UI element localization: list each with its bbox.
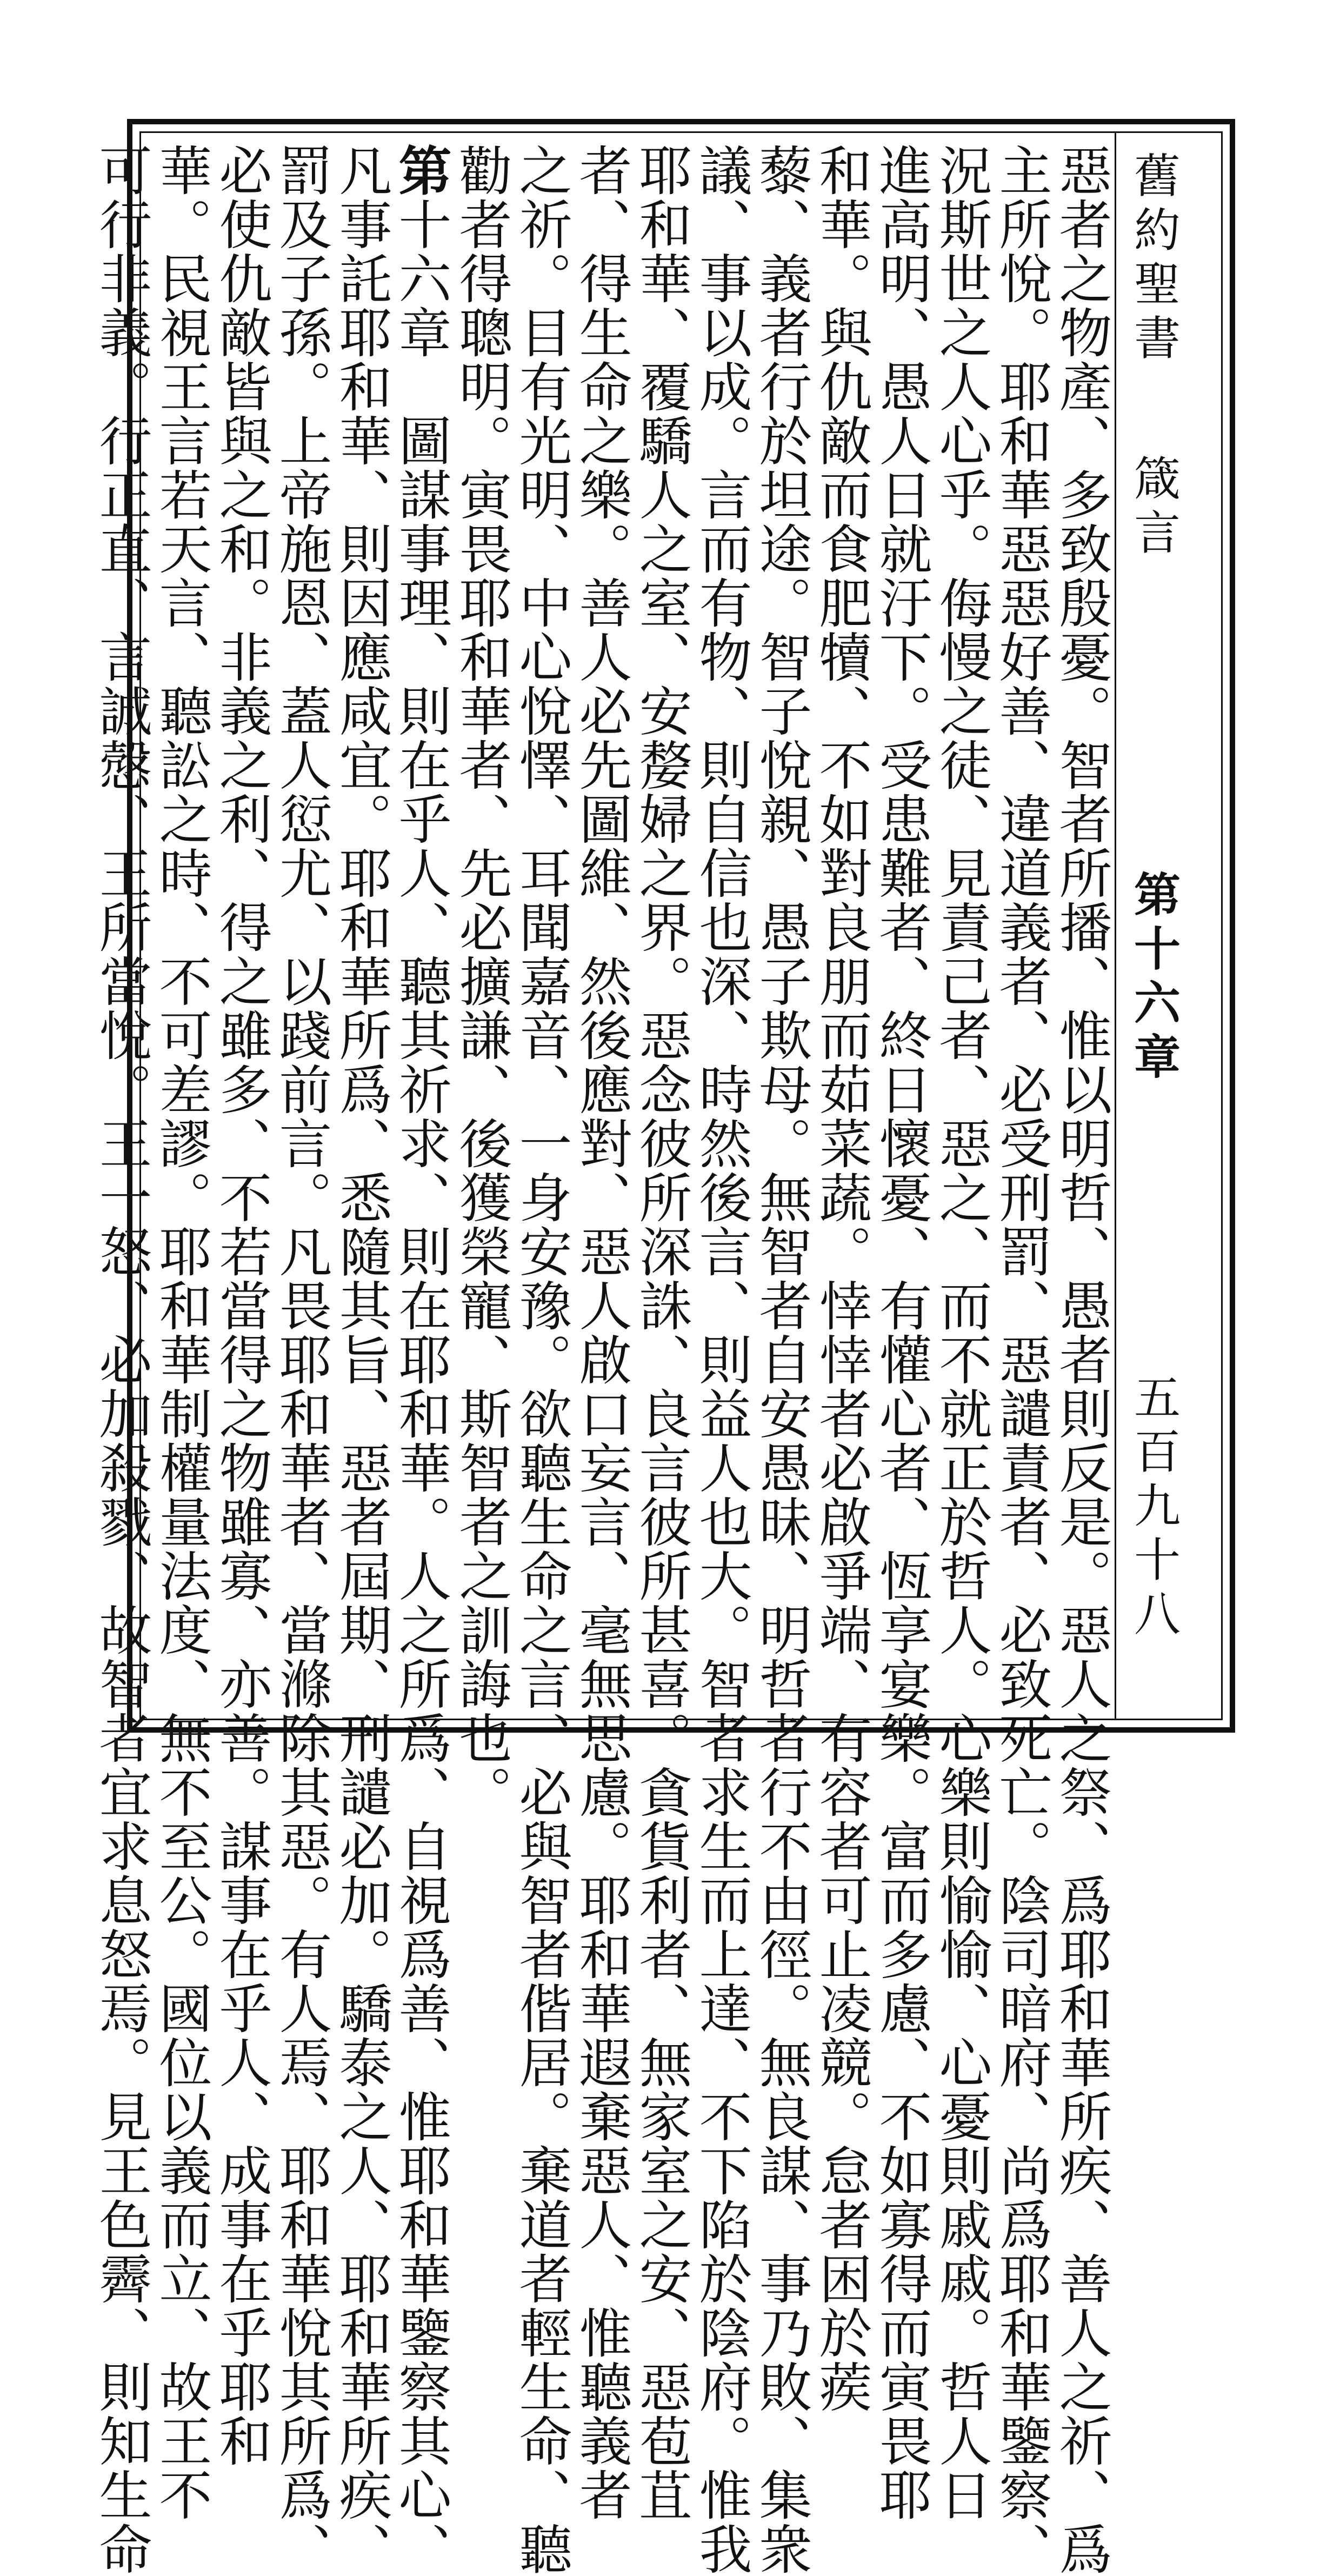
text-columns — [90, 143, 1112, 2576]
text-column-6: 藜、義者行於坦途。智子悅親、愚子欺母。無智者自安愚昧、明哲者行不由徑。無良謀、事乃敗、集衆 — [750, 143, 812, 2576]
header-divider-line — [1115, 133, 1116, 1719]
text-column-15: 必使仇敵皆與之和。非義之利、得之雖多、不若當得之物雖寡、亦善。謀事在乎人、成事在乎耶和 — [210, 143, 272, 2468]
text-column-13: 凡事託耶和華、則因應咸宜。耶和華所爲、悉隨其旨、惡者屆期、刑譴必加。驕泰之人、耶和華所疾、 — [330, 143, 392, 2576]
text-column-17: 可行非義。行正直、言誠慤、王所當悅。王一怒、必加殺戮、故智者宜求息怒焉。見王色霽、則知生命 — [90, 143, 152, 2576]
text-column-8: 耶和華、覆驕人之室、安嫠婦之界。惡念彼所深誅、良言彼所甚喜。貪貨利者、無家室之安、惡苞苴 — [630, 143, 692, 2522]
text-column-9: 者、得生命之樂。善人必先圖維、然後應對、惡人啟口妄言、毫無思慮。耶和華遐棄惡人、惟聽義者 — [570, 143, 632, 2522]
chapter-title: 第十六章 — [1126, 870, 1181, 1087]
text-column-4: 進高明、愚人日就汙下。受患難者、終日懷憂、有懽心者、恆享宴樂。富而多慮、不如寡得而寅畏耶 — [870, 143, 932, 2522]
section-title: 箴言 — [1126, 454, 1180, 562]
text-column-14: 罰及子孫。上帝施恩、蓋人愆尤、以踐前言。凡畏耶和華者、當滌除其惡。有人焉、耶和華悅其所爲、 — [270, 143, 332, 2576]
text-column-1: 惡者之物產、多致殷憂。智者所播、惟以明哲、愚者則反是。惡人之祭、爲耶和華所疾、善人之祈、爲 — [1050, 143, 1112, 2576]
text-column-5: 和華。與仇敵而食肥犢、不如對良朋而茹菜蔬。悻悻者必啟爭端、有容者可止凌競。怠者困於蒺 — [810, 143, 872, 2414]
text-column-11: 勸者得聰明。寅畏耶和華者、先必擴謙、後獲榮寵、斯智者之訓誨也。 — [450, 143, 512, 1819]
book-title: 舊約聖書 — [1126, 151, 1180, 368]
text-column-12: 第十六章 圖謀事理、則在乎人、聽其祈求、則在耶和華。人之所爲、自視爲善、惟耶和華鑒察其心、 — [390, 143, 452, 2576]
text-column-7: 議、事以成。言而有物、則自信也深、時然後言、則益人也大。智者求生而上達、不下陷於陰府。惟我 — [690, 143, 752, 2576]
text-column-16: 華。民視王言若天言、聽訟之時、不可差謬。耶和華制權量法度、無不至公。國位以義而立、故王不 — [150, 143, 212, 2522]
text-column-3: 況斯世之人心乎。侮慢之徒、見責己者、惡之、而不就正於哲人。心樂則愉愉、心憂則戚戚。哲人日 — [930, 143, 992, 2522]
text-column-10: 之祈。目有光明、中心悅懌、耳聞嘉音、一身安豫。欲聽生命之言、必與智者偕居。棄道者輕生命、聽 — [510, 143, 572, 2576]
body-text-area — [90, 143, 1112, 2576]
page-number: 五百九十八 — [1126, 1373, 1180, 1643]
text-column-2: 主所悅。耶和華惡惡好善、違道義者、必受刑罰、惡譴責者、必致死亡。陰司暗府、尚爲耶和華鑒察、 — [990, 143, 1052, 2576]
